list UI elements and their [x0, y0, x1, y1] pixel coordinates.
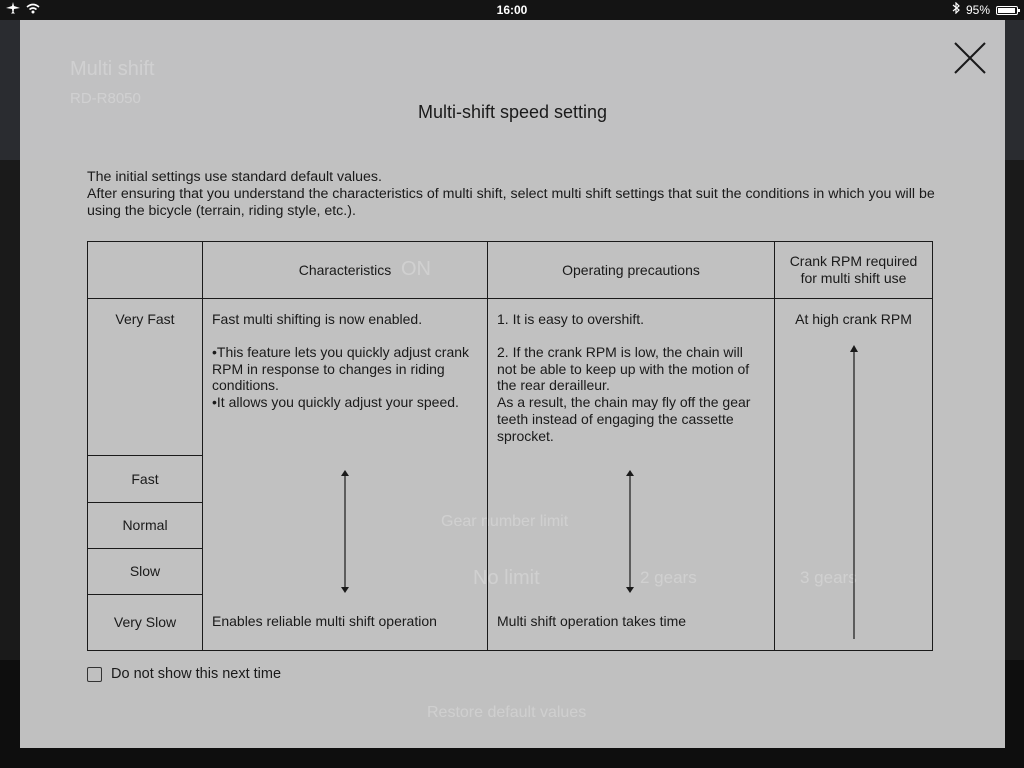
precautions-bottom: Multi shift operation takes time	[497, 613, 687, 629]
close-icon	[950, 38, 990, 78]
background-ghost-3-gears: 3 gears	[800, 568, 857, 587]
close-button[interactable]	[950, 38, 990, 78]
table-header-empty	[88, 242, 203, 299]
background-ghost-gear-limit: Gear number limit	[441, 513, 569, 530]
background-subtitle: RD-R8050	[70, 90, 141, 107]
battery-percent: 95%	[965, 3, 990, 17]
background-title: Multi shift	[70, 58, 155, 80]
table-header-crank-rpm: Crank RPM required for multi shift use	[775, 242, 933, 299]
characteristics-line-2: •This feature lets you quickly adjust crank RPM in response to changes in riding conditions.	[212, 343, 470, 394]
precautions-line-1: 1. It is easy to overshift.	[497, 311, 645, 327]
crank-rpm-top: At high crank RPM	[795, 311, 912, 327]
speed-settings-table	[87, 241, 933, 651]
status-bar	[0, 0, 1024, 20]
multi-shift-speed-dialog	[20, 20, 1005, 748]
up-arrow-icon	[848, 344, 860, 640]
characteristics-line-1: Fast multi shifting is now enabled.	[212, 311, 423, 327]
background-ghost-no-limit: No limit	[473, 567, 540, 589]
characteristics-top	[212, 311, 479, 411]
precautions-line-3: As a result, the chain may fly off the gear teeth instead of engaging the cassette sprocket.	[497, 394, 751, 444]
precautions-top	[497, 311, 766, 445]
bluetooth-icon	[952, 0, 960, 20]
intro-text	[87, 169, 947, 220]
precautions-line-2: 2. If the crank RPM is low, the chain will not be able to keep up with the motion of the rear derailleur.	[497, 343, 750, 394]
speed-label-normal: Normal	[88, 502, 203, 548]
status-time: 16:00	[496, 3, 528, 17]
speed-label-very-fast: Very Fast	[88, 299, 203, 456]
intro-line-1: The initial settings use standard default values.	[87, 169, 382, 185]
background-ghost-on: ON	[401, 258, 431, 280]
table-header-precautions: Operating precautions	[488, 242, 775, 299]
characteristics-line-3: •It allows you quickly adjust your speed.	[212, 394, 459, 411]
table-header-characteristics: Characteristics	[203, 242, 488, 299]
do-not-show-again-label[interactable]: Do not show this next time	[111, 666, 282, 682]
double-arrow-icon	[624, 469, 636, 594]
dialog-title: Multi-shift speed setting	[417, 102, 608, 122]
do-not-show-again-row[interactable]	[87, 666, 281, 682]
characteristics-bottom: Enables reliable multi shift operation	[212, 613, 437, 629]
crank-rpm-cell	[775, 299, 933, 651]
status-right	[952, 0, 1018, 20]
background-ghost-restore: Restore default values	[427, 704, 587, 721]
speed-label-very-slow: Very Slow	[88, 594, 203, 650]
do-not-show-again-checkbox[interactable]	[87, 667, 102, 682]
characteristics-cell	[203, 299, 488, 651]
battery-icon	[996, 6, 1018, 15]
speed-label-slow: Slow	[88, 548, 203, 594]
double-arrow-icon	[339, 469, 351, 594]
background-ghost-2-gears: 2 gears	[640, 568, 697, 587]
intro-line-2: After ensuring that you understand the characteristics of multi shift, select multi shift settings that suit the conditions in which you will be using the bicycle (terrain, riding style, etc.).	[87, 186, 935, 219]
precautions-cell	[488, 299, 775, 651]
speed-label-fast: Fast	[88, 456, 203, 502]
